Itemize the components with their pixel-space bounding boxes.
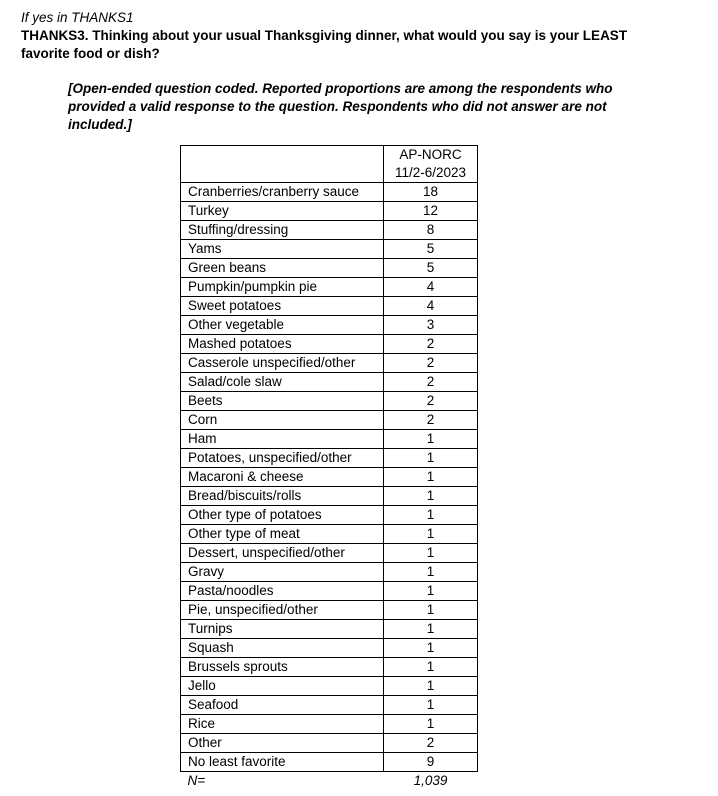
row-value: 1 [384,544,478,563]
row-value: 1 [384,487,478,506]
row-label: Cranberries/cranberry sauce [181,183,384,202]
table-row [181,582,478,601]
row-value: 12 [384,202,478,221]
table-row [181,544,478,563]
row-label: Gravy [181,563,384,582]
row-value: 1 [384,430,478,449]
sample-size-value: 1,039 [413,773,448,788]
row-value: 4 [384,278,478,297]
row-value: 1 [384,601,478,620]
table-row [181,563,478,582]
row-label: Pumpkin/pumpkin pie [181,278,384,297]
row-value: 18 [384,183,478,202]
table-row [181,734,478,753]
row-value: 1 [384,563,478,582]
row-label: Turkey [181,202,384,221]
table-row [181,449,478,468]
row-label: Potatoes, unspecified/other [181,449,384,468]
row-value: 1 [384,525,478,544]
results-table [180,145,478,790]
row-value: 1 [384,639,478,658]
row-value: 1 [384,658,478,677]
row-label: Beets [181,392,384,411]
row-label: Rice [181,715,384,734]
row-value: 5 [384,240,478,259]
header-blank-cell [181,146,384,183]
row-value: 2 [384,373,478,392]
row-value: 2 [384,354,478,373]
row-label: Other type of meat [181,525,384,544]
row-label: Brussels sprouts [181,658,384,677]
table-row [181,202,478,221]
column-header-org: AP-NORC [399,147,462,162]
table-row [181,639,478,658]
table-row [181,278,478,297]
row-value: 1 [384,582,478,601]
row-value: 2 [384,734,478,753]
table-row [181,601,478,620]
table-row [181,696,478,715]
table-row [181,373,478,392]
row-value: 2 [384,411,478,430]
row-label: Salad/cole slaw [181,373,384,392]
row-value: 1 [384,468,478,487]
table-row [181,677,478,696]
table-row [181,468,478,487]
question-text: THANKS3. Thinking about your usual Thanksgiving dinner, what would you say is your LEAST favorite food or dish? [21,28,628,61]
row-label: Other vegetable [181,316,384,335]
table-row [181,221,478,240]
table-row [181,183,478,202]
row-label: Macaroni & cheese [181,468,384,487]
table-row [181,620,478,639]
row-label: Seafood [181,696,384,715]
table-row [181,240,478,259]
column-header [384,146,478,183]
row-label: Casserole unspecified/other [181,354,384,373]
table-row [181,525,478,544]
table-row [181,411,478,430]
row-label: Other [181,734,384,753]
row-value: 4 [384,297,478,316]
row-value: 8 [384,221,478,240]
row-value: 1 [384,449,478,468]
row-label: Other type of potatoes [181,506,384,525]
row-value: 3 [384,316,478,335]
table-row [181,392,478,411]
row-label: Bread/biscuits/rolls [181,487,384,506]
table-row [181,715,478,734]
row-label: Ham [181,430,384,449]
method-note: [Open-ended question coded. Reported proportions are among the respondents who provided a valid response to the question. Respondents who did not answer are not included.] [68,81,613,132]
table-row [181,335,478,354]
sample-size-label: N= [187,773,206,788]
row-label: Stuffing/dressing [181,221,384,240]
table-row [181,658,478,677]
table-row [181,430,478,449]
table-row [181,354,478,373]
table-row [181,487,478,506]
sample-size-row [181,772,478,791]
table-row [181,506,478,525]
row-label: Pie, unspecified/other [181,601,384,620]
row-label: Mashed potatoes [181,335,384,354]
row-label: Turnips [181,620,384,639]
row-value: 1 [384,715,478,734]
filter-condition: If yes in THANKS1 [21,10,134,25]
table-header-row [181,146,478,183]
row-label: Pasta/noodles [181,582,384,601]
row-label: Squash [181,639,384,658]
row-value: 1 [384,506,478,525]
table-row [181,316,478,335]
row-label: Sweet potatoes [181,297,384,316]
row-value: 9 [384,753,478,772]
row-label: Green beans [181,259,384,278]
row-label: Corn [181,411,384,430]
row-value: 2 [384,335,478,354]
row-value: 1 [384,696,478,715]
row-label: Jello [181,677,384,696]
table-row [181,297,478,316]
row-value: 1 [384,677,478,696]
row-label: Dessert, unspecified/other [181,544,384,563]
table-row [181,753,478,772]
table-row [181,259,478,278]
row-value: 5 [384,259,478,278]
row-label: No least favorite [181,753,384,772]
row-value: 1 [384,620,478,639]
row-value: 2 [384,392,478,411]
row-label: Yams [181,240,384,259]
table-body [181,183,478,772]
column-header-dates: 11/2-6/2023 [394,165,467,180]
